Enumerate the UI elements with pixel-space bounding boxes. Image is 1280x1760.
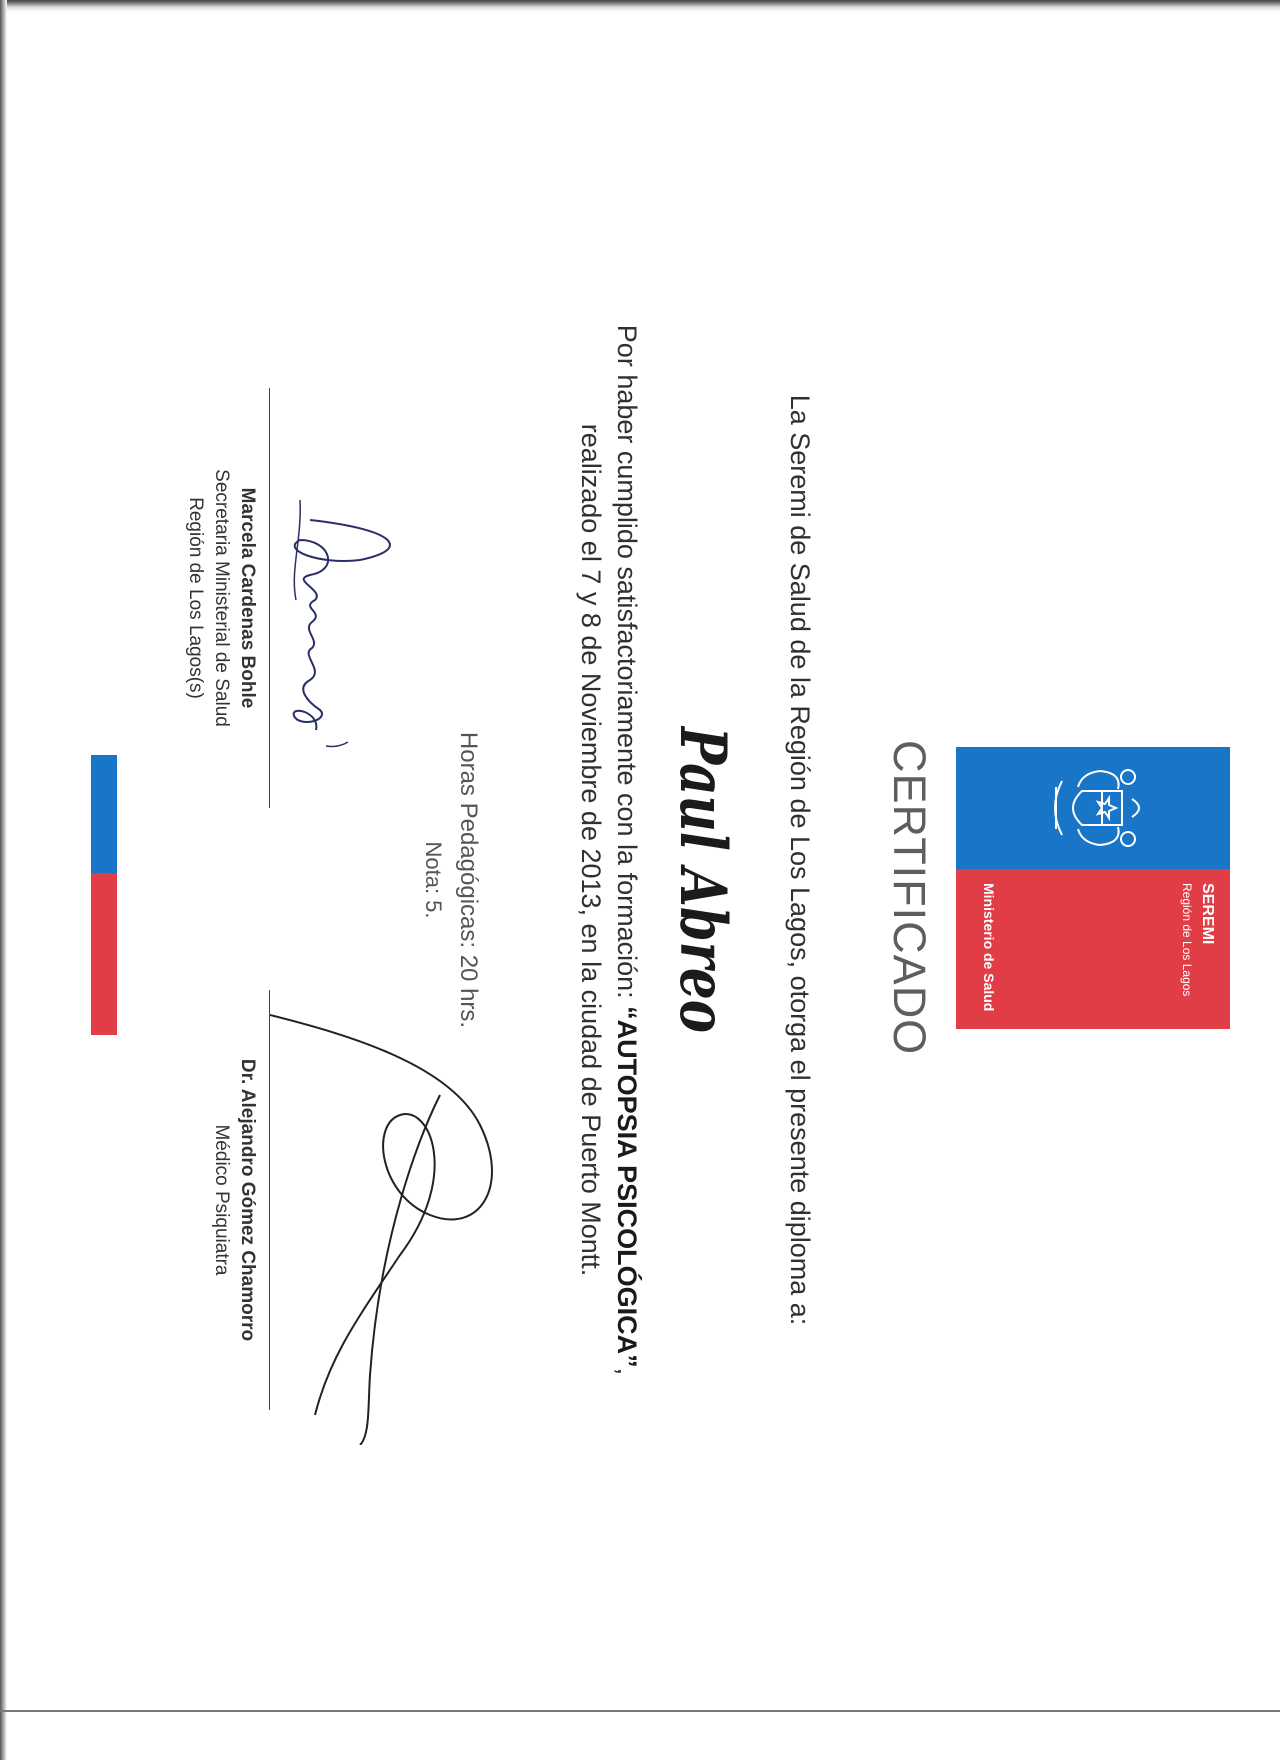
logo-seremi-text: SEREMI [1199, 883, 1216, 945]
flag-stripe-blue [91, 755, 117, 873]
signer-left-name: Marcela Cardenas Bohle [237, 487, 258, 709]
logo-ministerio-text: Ministerio de Salud [981, 883, 997, 1012]
grade: Nota: 5. [421, 841, 446, 919]
course-name: “AUTOPSIA PSICOLÓGICA” [612, 1006, 642, 1368]
seremi-logo [956, 747, 1230, 1029]
certificate-details: realizado el 7 y 8 de Noviembre de 2013, en la ciudad de Puerto Montt. [576, 423, 606, 1277]
signer-left-role: Secretaria Ministerial de Salud [211, 469, 232, 727]
certificate-intro: La Seremi de Salud de la Región de Los Lagos, otorga el presente diploma a: [785, 394, 815, 1326]
reason-suffix: , [612, 1367, 642, 1376]
reason-prefix: Por haber cumplido satisfactoriamente con la formación: [612, 324, 642, 1007]
signer-left [182, 388, 260, 808]
signer-right-role: Médico Psiquiatra [211, 1124, 232, 1276]
logo-region-text: Región de Los Lagos [1180, 883, 1194, 997]
recipient-name: Paul Abreo [665, 726, 740, 1034]
flag-stripe-red [91, 873, 117, 1035]
signature-left-handwriting [250, 480, 420, 780]
signature-right-handwriting [270, 975, 520, 1445]
signature-line-left [269, 388, 270, 808]
flag-stripe [91, 755, 117, 1035]
signer-right-name: Dr. Alejandro Gómez Chamorro [237, 1058, 258, 1342]
chile-coat-of-arms-icon [1034, 761, 1152, 855]
pedagogical-hours: Horas Pedagógicas: 20 hrs. [455, 731, 482, 1029]
signer-right [208, 990, 260, 1410]
certificate-title: CERTIFICADO [884, 740, 935, 1056]
certificate-reason [611, 150, 642, 1550]
signature-line-right [269, 990, 270, 1410]
signer-left-region: Región de Los Lagos(s) [185, 497, 206, 699]
logo-blue-panel [956, 747, 1230, 869]
